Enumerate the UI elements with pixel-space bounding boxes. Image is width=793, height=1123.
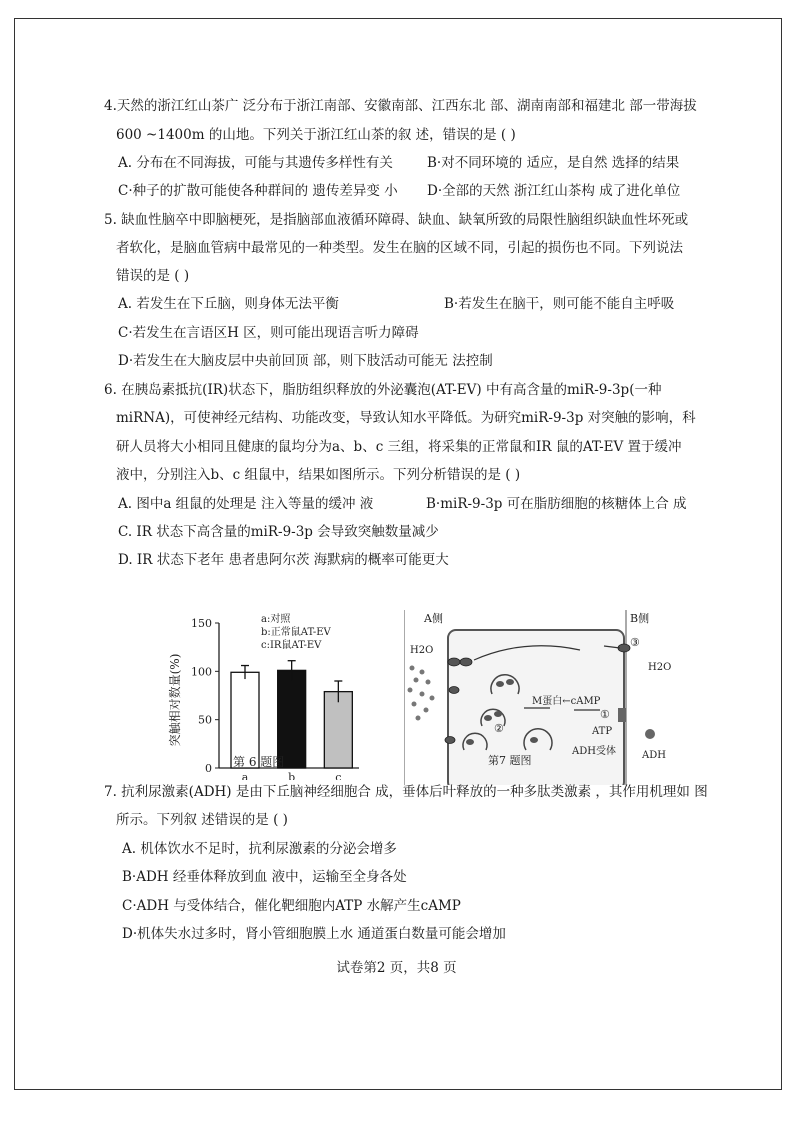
water-right-label: H2O [648, 662, 672, 673]
page-footer: 试卷第2 页，共8 页 [336, 960, 457, 976]
q6-option-b: B·miR-9-3p 可在脂肪细胞的核糖体上合 成 [426, 496, 687, 512]
legend-item-b: b:正常鼠AT-EV [261, 627, 331, 638]
q6-option-c: C. IR 状态下高含量的miR-9-3p 会导致突触数量减少 [118, 524, 439, 540]
q5-option-d: D·若发生在大脑皮层中央前回顶 部，则下肢活动可能无 法控制 [118, 353, 493, 369]
q6-bar-chart [165, 610, 365, 780]
step-2-label: ② [494, 722, 504, 735]
q6-stem-line4: 液中，分别注入b、c 组鼠中，结果如图所示。下列分析错误的是 ( ) [116, 467, 521, 483]
q5-option-b: B·若发生在脑干，则可能不能自主呼吸 [444, 296, 675, 312]
q6-stem-line2: miRNA)，可使神经元结构、功能改变，导致认知水平降低。为研究miR-9-3p 对突触的影响，科 [116, 410, 696, 426]
q7-option-b: B·ADH 经垂体释放到血 液中，运输至全身各处 [122, 869, 407, 885]
q5-option-c: C·若发生在言语区H 区，则可能出现语言听力障碍 [118, 325, 419, 341]
q7-option-a: A. 机体饮水不足时，抗利尿激素的分泌会增多 [122, 841, 397, 857]
q6-option-a: A. 图中a 组鼠的处理是 注入等量的缓冲 液 [118, 496, 374, 512]
q4-stem-line1: 4.天然的浙江红山茶广 泛分布于浙江南部、安徽南部、江西东北 部、湖南南部和福建北 部一带海拔 [104, 98, 697, 114]
q6-option-d: D. IR 状态下老年 患者患阿尔茨 海默病的概率可能更大 [118, 552, 449, 568]
side-a-label: A侧 [424, 612, 443, 625]
bar-b [278, 670, 306, 768]
side-b-label: B侧 [630, 612, 650, 625]
adh-receptor [618, 708, 626, 722]
q7-figure [404, 610, 682, 785]
figure7-caption: 第7 题图 [488, 754, 532, 767]
chart-legend [261, 612, 332, 651]
y-axis-label: 突触相对数量(%) [168, 653, 182, 747]
adh-label: ADH [642, 750, 666, 761]
atp-label: ATP [592, 726, 613, 737]
water-left-label: H2O [410, 645, 434, 656]
step-1-label: ① [600, 708, 610, 721]
q5-stem-line2: 者软化，是脑血管病中最常见的一种类型。发生在脑的区域不同，引起的损伤也不同。下列说法 [116, 240, 683, 256]
q6-figure [165, 610, 365, 780]
adh-receptor-label: ADH受体 [572, 746, 616, 757]
x-tick-label-c: c [335, 771, 342, 780]
legend-item-c: c:IR鼠AT-EV [261, 640, 322, 651]
q7-option-c: C·ADH 与受体结合，催化靶细胞内ATP 水解产生cAMP [122, 898, 461, 914]
legend-item-a: a:对照 [261, 614, 291, 625]
bar-a [231, 672, 259, 768]
y-tick-label: 0 [205, 762, 212, 775]
bar-c [324, 692, 352, 768]
water-molecules-left [408, 666, 435, 721]
step-3-label: ③ [630, 636, 640, 649]
q5-stem-line3: 错误的是 ( ) [116, 268, 190, 284]
y-tick-label: 100 [191, 665, 212, 679]
adh-mechanism-diagram [404, 610, 682, 785]
m-protein-label: M蛋白←cAMP [532, 696, 601, 707]
q7-stem-line2: 所示。下列叙 述错误的是 ( ) [116, 812, 288, 828]
q4-option-a: A. 分布在不同海拔，可能与其遗传多样性有关 [118, 155, 393, 171]
adh-molecule [645, 729, 655, 739]
x-tick-label-b: b [288, 771, 296, 780]
q5-stem-line1: 5. 缺血性脑卒中即脑梗死，是指脑部血液循环障碍、缺血、缺氧所致的局限性脑组织缺血性坏死或 [104, 212, 689, 228]
y-tick-label: 150 [191, 617, 212, 630]
x-tick-label-a: a [241, 771, 249, 780]
q5-option-a: A. 若发生在下丘脑，则身体无法平衡 [118, 296, 339, 312]
q6-stem-line3: 研人员将大小相同且健康的鼠均分为a、b、c 三组，将采集的正常鼠和IR 鼠的AT-EV 置于缓冲 [116, 439, 682, 455]
q4-option-b: B·对不同环境的 适应，是自然 选择的结果 [427, 155, 680, 171]
q7-option-d: D·机体失水过多时，肾小管细胞膜上水 通道蛋白数量可能会增加 [122, 926, 506, 942]
q4-stem-line2: 600 ~1400m 的山地。下列关于浙江红山茶的叙 述，错误的是 ( ) [116, 127, 516, 143]
q7-stem-line1: 7. 抗利尿激素(ADH) 是由下丘脑神经细胞合 成，垂体后叶释放的一种多肽类激素 ，其作用机理如 图 [104, 784, 708, 800]
q4-option-d: D·全部的天然 浙江红山茶构 成了进化单位 [427, 183, 681, 199]
figure6-caption: 第 6 题图 [233, 755, 285, 769]
q6-stem-line1: 6. 在胰岛素抵抗(IR)状态下，脂肪组织释放的外泌囊泡(AT-EV) 中有高含量的miR-9-3p(一种 [104, 382, 662, 398]
q4-option-c: C·种子的扩散可能使各种群间的 遗传差异变 小 [118, 183, 398, 199]
y-tick-label: 50 [198, 713, 212, 727]
